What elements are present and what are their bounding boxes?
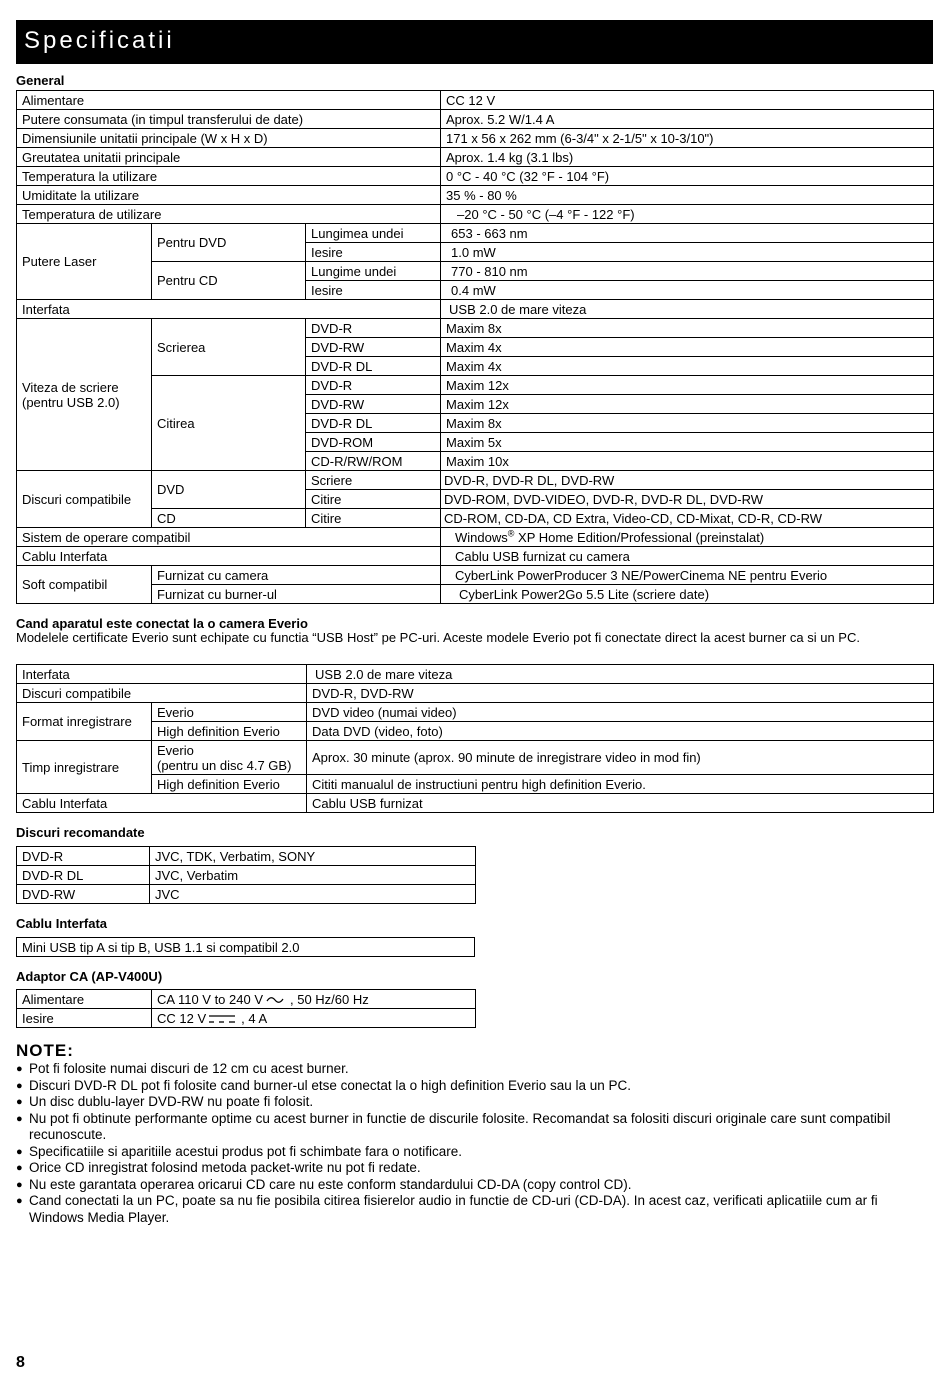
spec-value: Cablu USB furnizat cu camera	[441, 547, 934, 566]
spec-value: Cablu USB furnizat	[307, 794, 934, 813]
mode-label: Citire	[306, 490, 441, 509]
list-item	[16, 1078, 933, 1095]
media-type: DVD-R DL	[306, 414, 441, 433]
media-type: DVD-RW	[306, 395, 441, 414]
media-type: CD-R/RW/ROM	[306, 452, 441, 471]
list-item	[16, 1144, 933, 1161]
note-text: Nu pot fi obtinute performante optime cu acest burner in functie de discurile folosite. Recomandat sa folositi discuri originale care sunt compatibil recunoscute.	[29, 1110, 891, 1142]
dc-symbol-icon	[208, 1013, 238, 1025]
camera-section-title: Cand aparatul este conectat la o camera Everio	[16, 616, 308, 631]
spec-value	[152, 1009, 476, 1028]
laser-power-label: Putere Laser	[17, 224, 152, 300]
bullet-icon: ●	[16, 1096, 23, 1108]
spec-label: Alimentare	[17, 91, 441, 110]
media-type: DVD-RW	[306, 338, 441, 357]
bullet-icon: ●	[16, 1145, 23, 1158]
os-edition: XP Home Edition/Professional (preinstalat)	[514, 529, 765, 545]
table-row	[17, 205, 934, 224]
speed-value: Maxim 4x	[441, 357, 934, 376]
software-source: Furnizat cu burner-ul	[152, 585, 441, 604]
speed-value: Maxim 12x	[441, 376, 934, 395]
spec-value: 0.4 mW	[441, 281, 934, 300]
spec-value: –20 °C - 50 °C (–4 °F - 122 °F)	[441, 205, 934, 224]
camera-section-intro: Modelele certificate Everio sunt echipate cu functia “USB Host” pe PC-uri. Aceste modele Everio pot fi conectate direct la acest burner ca si un PC.	[16, 630, 860, 645]
read-mode-label: Citirea	[152, 376, 306, 471]
spec-label: Cablu Interfata	[17, 547, 441, 566]
bullet-icon: ●	[16, 1195, 23, 1207]
media-type: DVD-R DL	[306, 357, 441, 376]
table-row	[17, 91, 934, 110]
table-row	[17, 110, 934, 129]
table-row	[17, 847, 476, 866]
spec-label: Alimentare	[17, 990, 152, 1009]
bullet-icon: ●	[16, 1162, 23, 1174]
spec-label: Interfata	[17, 300, 441, 319]
table-row	[17, 186, 934, 205]
disc-capacity-note: (pentru un disc 4.7 GB)	[157, 757, 292, 773]
disc-list: DVD-ROM, DVD-VIDEO, DVD-R, DVD-R DL, DVD-RW	[441, 490, 934, 509]
spec-sublabel: Iesire	[306, 281, 441, 300]
spec-value: Aprox. 1.4 kg (3.1 lbs)	[441, 148, 934, 167]
bullet-icon: ●	[16, 1112, 23, 1125]
spec-value: 653 - 663 nm	[441, 224, 934, 243]
note-text: Orice CD inregistrat folosind metoda packet-write nu pot fi redate.	[29, 1160, 421, 1175]
table-row	[17, 1009, 476, 1028]
table-row	[17, 938, 475, 957]
general-specs-table	[16, 90, 934, 604]
table-row	[17, 585, 934, 604]
table-row	[17, 775, 934, 794]
spec-value: Cititi manualul de instructiuni pentru high definition Everio.	[307, 775, 934, 794]
disc-brands: JVC, Verbatim	[150, 866, 476, 885]
spec-sublabel: Lungime undei	[306, 262, 441, 281]
disc-list: CD-ROM, CD-DA, CD Extra, Video-CD, CD-Mixat, CD-R, CD-RW	[441, 509, 934, 528]
software-label: Soft compatibil	[17, 566, 152, 604]
media-type: DVD-R	[306, 376, 441, 395]
list-item	[16, 1111, 933, 1144]
table-row	[17, 148, 934, 167]
note-text: Specificatiile si aparitiile acestui produs pot fi schimbate fara o notificare.	[29, 1143, 462, 1159]
recommended-discs-title: Discuri recomandate	[16, 825, 145, 840]
write-speed-label: Viteza de scriere (pentru USB 2.0)	[17, 319, 152, 471]
table-row	[17, 885, 476, 904]
table-row	[17, 471, 934, 490]
spec-value: CC 12 V	[441, 91, 934, 110]
os-value	[441, 528, 934, 547]
table-row	[17, 509, 934, 528]
disc-list: DVD-R, DVD-R DL, DVD-RW	[441, 471, 934, 490]
spec-value: USB 2.0 de mare viteza	[441, 300, 934, 319]
mode-label: Citire	[306, 509, 441, 528]
spec-label: Umiditate la utilizare	[17, 186, 441, 205]
page-title: Specificatii	[16, 20, 933, 64]
table-row	[17, 990, 476, 1009]
bullet-icon: ●	[16, 1178, 23, 1191]
speed-value: Maxim 5x	[441, 433, 934, 452]
interface-cable-title: Cablu Interfata	[16, 916, 108, 931]
ac-voltage: CA 110 V to 240 V	[157, 991, 263, 1007]
software-value: CyberLink Power2Go 5.5 Lite (scriere date)	[441, 585, 934, 604]
table-row	[17, 528, 934, 547]
note-text: Cand conectati la un PC, poate sa nu fie posibila citirea fisierelor audio in functie de CD-uri (CD-DA). In acest caz, verificati aplicatiile cum ar fi Windows Media Player.	[29, 1193, 878, 1225]
spec-value: USB 2.0 de mare viteza	[307, 665, 934, 684]
spec-label: Cablu Interfata	[17, 794, 307, 813]
model-label: High definition Everio	[152, 775, 307, 794]
disc-type: DVD-RW	[17, 885, 150, 904]
speed-value: Maxim 10x	[441, 452, 934, 471]
disc-brands: JVC, TDK, Verbatim, SONY	[150, 847, 476, 866]
spec-label: Discuri compatibile	[17, 684, 307, 703]
speed-value: Maxim 8x	[441, 414, 934, 433]
os-name: Windows	[455, 529, 508, 545]
table-row	[17, 547, 934, 566]
everio-label: Everio	[157, 742, 194, 758]
table-row	[17, 566, 934, 585]
note-text: Discuri DVD-R DL pot fi folosite cand burner-ul etse conectat la o high definition Everio sau la un PC.	[29, 1077, 632, 1093]
table-row	[17, 665, 934, 684]
general-section-title: General	[16, 73, 65, 88]
list-item	[16, 1193, 933, 1226]
spec-label: Sistem de operare compatibil	[17, 528, 441, 547]
spec-label: Temperatura la utilizare	[17, 167, 441, 186]
table-row	[17, 684, 934, 703]
spec-sublabel: Iesire	[306, 243, 441, 262]
spec-label: Greutatea unitatii principale	[17, 148, 441, 167]
dvd-label: DVD	[152, 471, 306, 509]
bullet-icon: ●	[16, 1063, 23, 1075]
disc-brands: JVC	[150, 885, 476, 904]
software-source: Furnizat cu camera	[152, 566, 441, 585]
notes-list	[16, 1061, 933, 1226]
media-type: DVD-R	[306, 319, 441, 338]
laser-dvd-label: Pentru DVD	[152, 224, 306, 262]
ac-symbol-icon	[265, 995, 287, 1005]
spec-value: DVD video (numai video)	[307, 703, 934, 722]
model-label: High definition Everio	[152, 722, 307, 741]
note-text: Un disc dublu-layer DVD-RW nu poate fi folosit.	[29, 1094, 314, 1109]
speed-value: Maxim 4x	[441, 338, 934, 357]
ac-frequency: , 50 Hz/60 Hz	[290, 991, 369, 1007]
table-row	[17, 866, 476, 885]
spec-label: Temperatura de utilizare	[17, 205, 441, 224]
list-item	[16, 1094, 933, 1111]
spec-value: 1.0 mW	[441, 243, 934, 262]
software-value: CyberLink PowerProducer 3 NE/PowerCinema NE pentru Everio	[441, 566, 934, 585]
interface-cable-table	[16, 937, 475, 957]
speed-value: Maxim 8x	[441, 319, 934, 338]
cable-spec: Mini USB tip A si tip B, USB 1.1 si compatibil 2.0	[17, 938, 475, 957]
spec-label: Interfata	[17, 665, 307, 684]
table-row	[17, 300, 934, 319]
spec-value: Data DVD (video, foto)	[307, 722, 934, 741]
format-label: Format inregistrare	[17, 703, 152, 741]
cd-label: CD	[152, 509, 306, 528]
list-item	[16, 1061, 933, 1078]
adapter-title: Adaptor CA (AP-V400U)	[16, 969, 163, 984]
table-row	[17, 376, 934, 395]
spec-value: 770 - 810 nm	[441, 262, 934, 281]
laser-cd-label: Pentru CD	[152, 262, 306, 300]
table-row	[17, 129, 934, 148]
notes-title: NOTE:	[16, 1041, 74, 1060]
camera-specs-table	[16, 664, 934, 813]
table-row	[17, 262, 934, 281]
write-mode-label: Scrierea	[152, 319, 306, 376]
spec-label: Dimensiunile unitatii principale (W x H x D)	[17, 129, 441, 148]
table-row	[17, 722, 934, 741]
spec-label: Iesire	[17, 1009, 152, 1028]
speed-value: Maxim 12x	[441, 395, 934, 414]
registered-mark: ®	[507, 528, 515, 539]
media-type: DVD-ROM	[306, 433, 441, 452]
disc-type: DVD-R DL	[17, 866, 150, 885]
dc-current: , 4 A	[241, 1010, 268, 1026]
table-row	[17, 319, 934, 338]
recommended-discs-table	[16, 846, 476, 904]
spec-value	[152, 990, 476, 1009]
bullet-icon: ●	[16, 1079, 23, 1092]
list-item	[16, 1177, 933, 1194]
disc-type: DVD-R	[17, 847, 150, 866]
note-text: Nu este garantata operarea oricarui CD care nu este conform standardului CD-DA (copy control CD).	[29, 1176, 632, 1192]
model-label: Everio	[152, 703, 307, 722]
spec-value: 171 x 56 x 262 mm (6-3/4" x 2-1/5" x 10-3/10")	[441, 129, 934, 148]
spec-value: 0 °C - 40 °C (32 °F - 104 °F)	[441, 167, 934, 186]
spec-sublabel: Lungimea undei	[306, 224, 441, 243]
rec-time-label: Timp inregistrare	[17, 741, 152, 794]
page-number: 8	[16, 1354, 25, 1371]
spec-value: Aprox. 5.2 W/1.4 A	[441, 110, 934, 129]
adapter-table	[16, 989, 476, 1028]
table-row	[17, 224, 934, 243]
dc-voltage: CC 12 V	[157, 1010, 207, 1026]
spec-value: 35 % - 80 %	[441, 186, 934, 205]
table-row	[17, 741, 934, 775]
spec-label: Putere consumata (in timpul transferului de date)	[17, 110, 441, 129]
spec-value: Aprox. 30 minute (aprox. 90 minute de inregistrare video in mod fin)	[307, 741, 934, 775]
note-text: Pot fi folosite numai discuri de 12 cm cu acest burner.	[29, 1061, 349, 1076]
table-row	[17, 794, 934, 813]
compatible-discs-label: Discuri compatibile	[17, 471, 152, 528]
mode-label: Scriere	[306, 471, 441, 490]
table-row	[17, 167, 934, 186]
model-label	[152, 741, 307, 775]
table-row	[17, 703, 934, 722]
list-item	[16, 1160, 933, 1177]
spec-value: DVD-R, DVD-RW	[307, 684, 934, 703]
